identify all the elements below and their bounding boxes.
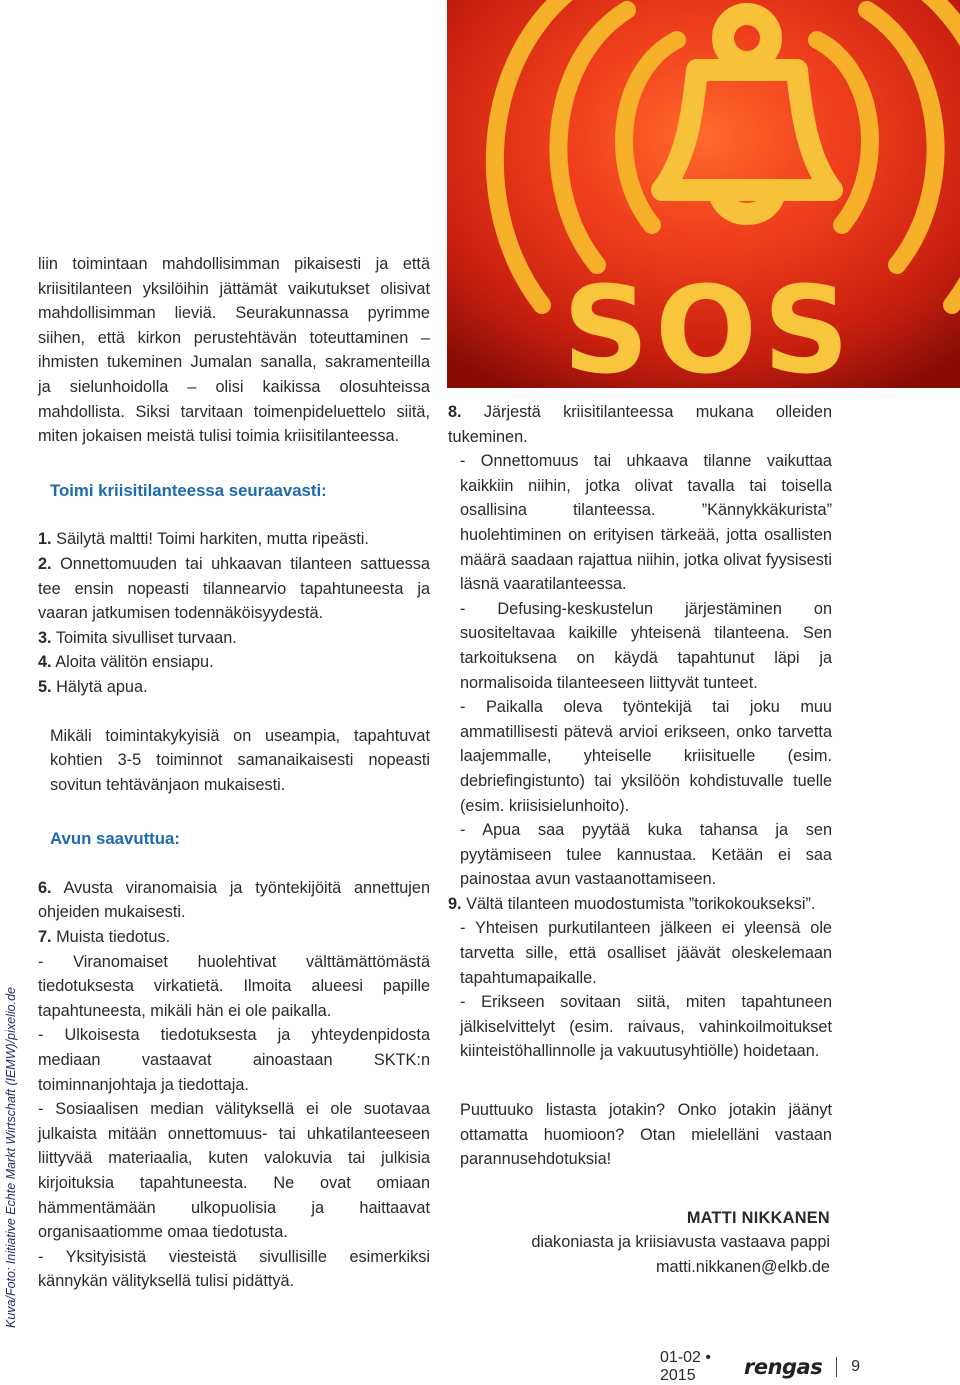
sos-bell-photo [447, 0, 960, 388]
bullet-item: - Erikseen sovitaan siitä, miten tapahtuneen jälkiselvittelyt (esim. raivaus, vahinkoilmoitukset kiinteistöhallinnolle ja vakuutusyhtiölle) hoidetaan. [460, 993, 832, 1061]
bullet-item: - Paikalla oleva työntekijä tai joku muu ammatillisesti pätevä arvioi erikseen, onko tarvetta laajemmalle, yhteiselle kriisituelle (esim. debriefingistunto) tai yksilöön kohdistuvalle tuelle (esim. kriisisielunhoito). [460, 698, 832, 815]
step-item: 4. Aloita välitön ensiapu. [38, 653, 214, 672]
bullet-item: - Onnettomuus tai uhkaava tilanne vaikuttaa kaikkiin niihin, jotka olivat tavalla tai toisella osallisina tilanteessa. ”Kännykkäkurista” huolehtiminen on erityisen tärkeää, jotta osallisten määrä saadaan rajattua niihin, jotka olivat fyysisesti läsnä vaaratilanteessa. [460, 452, 832, 594]
step-item: 5. Hälytä apua. [38, 677, 148, 696]
multi-responder-note: Mikäli toimintakykyisiä on useampia, tapahtuvat kohtien 3-5 toiminnot samanaikaisesti nopeasti sovitun tehtävänjaon mukaisesti. [50, 726, 430, 794]
page-footer [660, 1349, 860, 1384]
step-item: 3. Toimita sivulliset turvaan. [38, 628, 237, 647]
step-item: 8. Järjestä kriisitilanteessa mukana olleiden tukeminen. [448, 403, 832, 446]
step-item: 6. Avusta viranomaisia ja työntekijöitä annettujen ohjeiden mukaisesti. [38, 878, 431, 922]
step-item: 2. Onnettomuuden tai uhkaavan tilanteen sattuessa tee ensin nopeasti tilannearvio tapahtuneesta ja vaaran jatkumisen todennäköisyydestä. [38, 554, 430, 623]
magazine-logo: rengas [743, 1355, 823, 1379]
step-item: 9. Vältä tilanteen muodostumista ”torikokoukseksi”. [448, 894, 816, 913]
bullet-item: - Viranomaiset huolehtivat välttämättömästä tiedotuksesta virkatietä. Ilmoita alueesi papille tapahtuneesta, mikäli hän ei ole paikalla. [38, 952, 430, 1020]
bullet-item: - Sosiaalisen median välityksellä ei ole suotavaa julkaista mitään onnettomuus- tai uhkatilanteeseen liittyvää materiaalia, kuten valokuvia tai julkisia kirjoituksia tapahtuneesta. Ne ovat omiaan hämmentämään ulkopuolisia ja haittaavat organisaatiomme omaa tiedotusta. [38, 1100, 430, 1242]
left-column [38, 252, 430, 1294]
bell-sos-illustration [447, 0, 960, 388]
bullet-item: - Yksityisistä viesteistä sivullisille esimerkiksi kännykän välityksellä tulisi pidättyä. [38, 1247, 430, 1291]
footer-divider [836, 1357, 837, 1377]
page-number: 9 [851, 1358, 860, 1375]
bullet-item: - Apua saa pyytää kuka tahansa ja sen pyytämiseen tulee kannustaa. Ketään ei saa painostaa avun vastaanottamiseen. [460, 821, 832, 889]
sos-sign-text: SOS [562, 262, 856, 388]
step-item: 7. Muista tiedotus. [38, 928, 171, 947]
bullet-item: - Ulkoisesta tiedotuksesta ja yhteydenpidosta mediaan vastaavat ainoastaan SKTK:n toiminnanjohtaja ja tiedottaja. [38, 1026, 430, 1094]
intro-paragraph: liin toimintaan mahdollisimman pikaisesti ja että kriisitilanteen yksilöihin jättämät vaikutukset olisivat mahdollisimman lieviä. Seurakunnassa pyrimme siihen, että kirkon perustehtävän toteuttaminen – ihmisten tukeminen Jumalan sanalla, sakramenteilla ja sielunhoidolla – olisi kaikissa olosuhteissa mahdollista. Siksi tarvitaan toimenpideluettelo siitä, miten jokaisen meistä tulisi toimia kriisitilanteessa. [38, 255, 430, 446]
author-email[interactable]: matti.nikkanen@elkb.de [655, 1258, 830, 1276]
author-role: diakoniasta ja kriisiavusta vastaava pappi [531, 1233, 830, 1252]
step-item: 1. Säilytä maltti! Toimi harkiten, mutta ripeästi. [38, 530, 369, 549]
photo-credit: Kuva/Foto: Initiative Echte Markt Wirtschaft (IEMW)/pixelio.de [4, 987, 18, 1328]
bullet-item: - Defusing-keskustelun järjestäminen on suositeltavaa kaikille yhteisenä tilanteena. Sen tarkoituksena on käydä tapahtunut läpi ja normalisoida tilanteeseen liittyvät tunteet. [460, 599, 832, 692]
right-column [448, 400, 832, 1280]
section-heading-after-help: Avun saavuttua: [50, 829, 180, 849]
steps-list [38, 527, 430, 699]
issue-number: 01-02 • 2015 [660, 1349, 711, 1384]
closing-paragraph: Puuttuuko listasta jotakin? Onko jotakin jäänyt ottamatta huomioon? Otan mielelläni vastaan parannusehdotuksia! [460, 1101, 832, 1169]
author-name: MATTI NIKKANEN [686, 1208, 830, 1227]
section-heading-actions: Toimi kriisitilanteessa seuraavasti: [50, 480, 327, 500]
bullet-item: - Yhteisen purkutilanteen jälkeen ei yleensä ole tarvetta sille, että osalliset jäävät oleskelemaan tapahtumapaikalle. [460, 919, 832, 987]
